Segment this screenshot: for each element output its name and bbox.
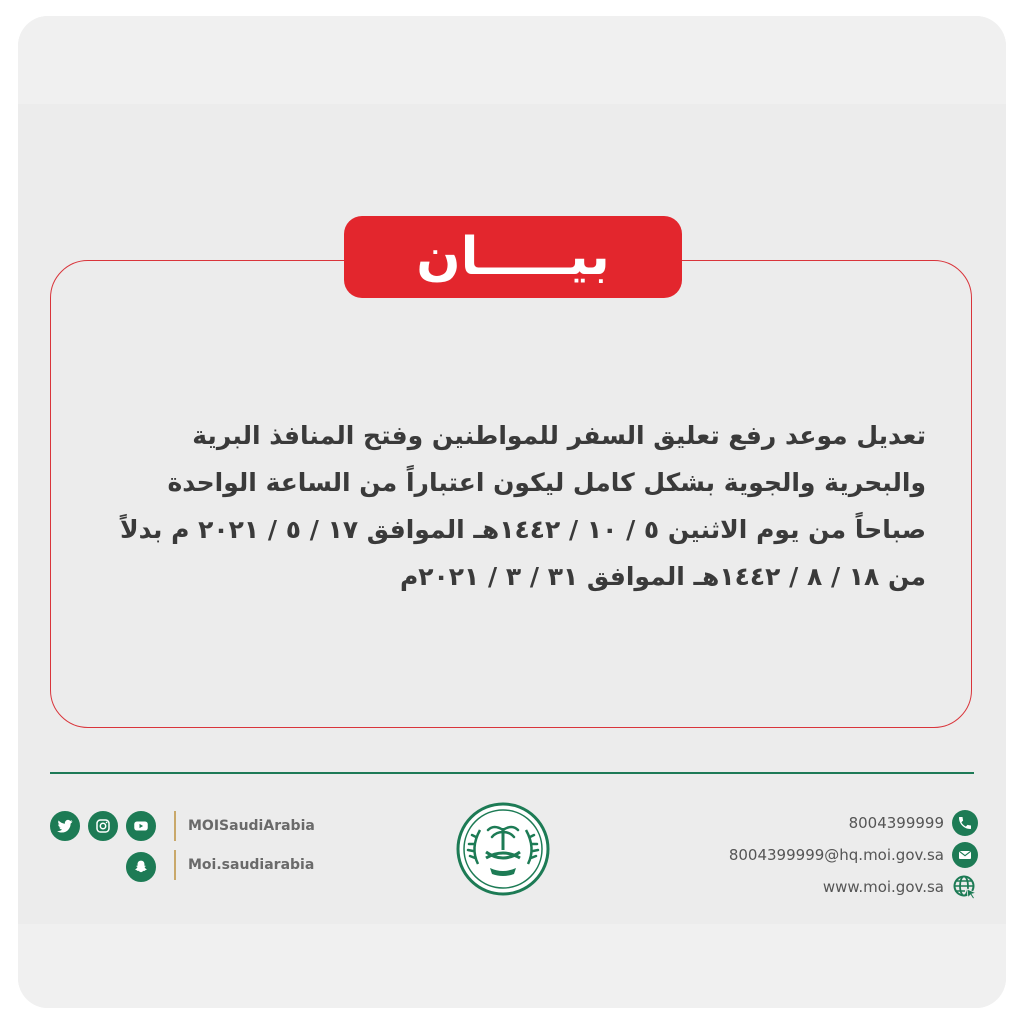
social-handle[interactable]: MOISaudiArabia: [188, 818, 315, 834]
contact-info: [648, 806, 978, 906]
ministry-emblem: [456, 802, 550, 896]
website-row[interactable]: [823, 874, 978, 900]
bottom-band: [18, 924, 1006, 1008]
phone-row[interactable]: [849, 810, 978, 836]
social-links: [50, 808, 320, 888]
youtube-icon[interactable]: [126, 811, 156, 841]
emblem-graphic: [456, 802, 550, 896]
phone-number[interactable]: 8004399999: [848, 814, 944, 832]
statement-line: صباحاً من يوم الاثنين ٥ / ١٠ / ١٤٤٢هـ الموافق ١٧ / ٥ / ٢٠٢١ م بدلاً: [119, 515, 926, 544]
snapchat-icon[interactable]: [126, 852, 156, 882]
mail-icon: [952, 842, 978, 868]
globe-cursor-icon: [952, 874, 978, 900]
divider-bar: [174, 850, 176, 880]
statement-line: تعديل موعد رفع تعليق السفر للمواطنين وفتح المنافذ البرية: [192, 421, 926, 450]
statement-title: بيـــــان: [344, 216, 682, 298]
statement-body: [90, 412, 926, 600]
instagram-icon[interactable]: [88, 811, 118, 841]
footer-divider: [50, 772, 974, 774]
phone-icon: [952, 810, 978, 836]
website-url[interactable]: www.moi.gov.sa: [822, 878, 944, 896]
statement-line: من ١٨ / ٨ / ١٤٤٢هـ الموافق ٣١ / ٣ / ٢٠٢١م: [399, 562, 926, 591]
snapchat-handle[interactable]: Moi.saudiarabia: [188, 857, 315, 873]
email-address[interactable]: 8004399999@hq.moi.gov.sa: [728, 846, 944, 864]
twitter-icon[interactable]: [50, 811, 80, 841]
statement-line: والبحرية والجوية بشكل كامل ليكون اعتباراً من الساعة الواحدة: [167, 468, 926, 497]
top-band: [18, 16, 1006, 104]
email-row[interactable]: [729, 842, 978, 868]
divider-bar: [174, 811, 176, 841]
